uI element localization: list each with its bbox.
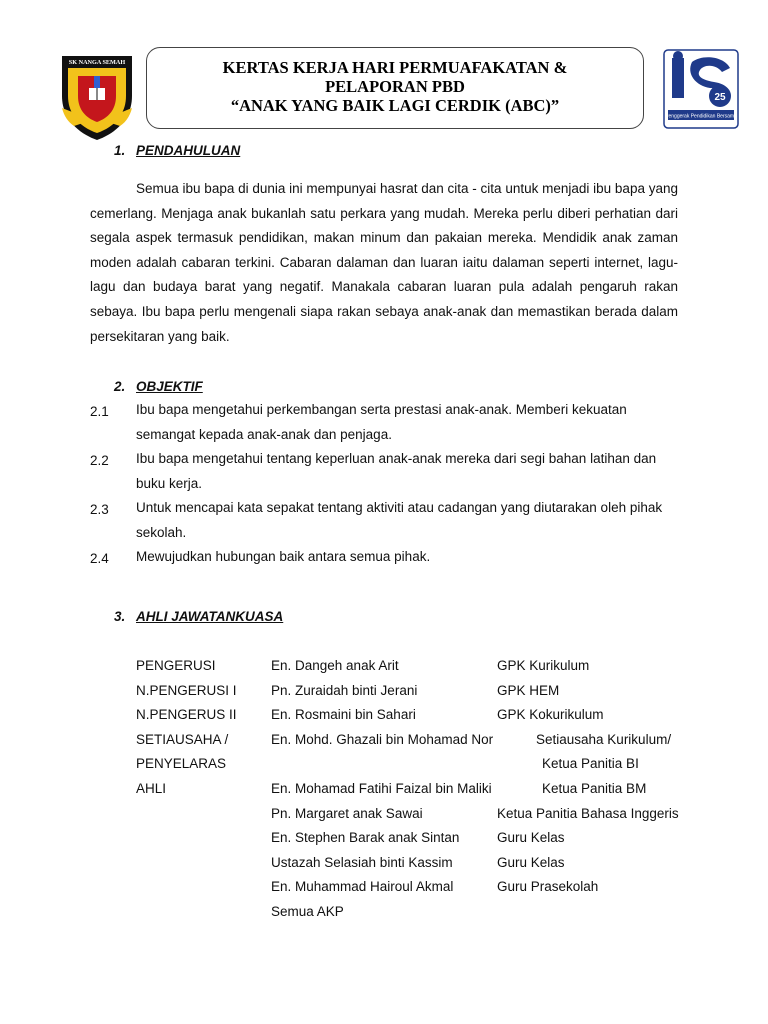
committee-post: Ketua Panitia Bahasa Inggeris [497,806,679,821]
committee-name: Ustazah Selasiah binti Kassim [271,855,453,870]
paragraph-text: Semua ibu bapa di dunia ini mempunyai hasrat dan cita - cita untuk menjadi ibu bapa yang cemerlang. Menjaga anak bukanlah satu perkara yang mudah. Mereka perlu diberi perhatian dari segala aspek termasuk pendidikan, makan minum dan pakaian mereka. Mendidik anak zaman moden adalah cabaran terkini. Cabaran dalaman dan luaran iaitu dalaman seperti internet, lagu-lagu dan budaya barat yang negatif. Manakala cabaran luaran pula adalah pengaruh rakan sebaya. Ibu bapa perlu mengenali siapa rakan sebaya anak-anak dan memastikan berada dalam persekitaran yang baik. [90,181,678,344]
objective-number: 2.1 [90,404,109,419]
committee-name: Pn. Margaret anak Sawai [271,806,423,821]
committee-name: En. Stephen Barak anak Sintan [271,830,460,845]
committee-post: GPK HEM [497,683,560,698]
svg-text:Penggerak Pendidikan Bersama: Penggerak Pendidikan Bersama [665,113,737,120]
committee-post: Setiausaha Kurikulum/ [536,732,672,747]
document-title-box [146,47,644,129]
section-1-heading: PENDAHULUAN [136,143,241,158]
section-3-heading: AHLI JAWATANKUASA [136,609,284,624]
section-2-heading: OBJEKTIF [136,379,203,394]
committee-post: Ketua Panitia BI [542,756,639,771]
committee-role: AHLI [136,781,167,796]
committee-post: Guru Kelas [497,855,565,870]
section-2-number: 2. [114,379,126,394]
title-line-3: “ANAK YANG BAIK LAGI CERDIK (ABC)” [230,96,560,115]
committee-role: N.PENGERUSI I [136,683,237,698]
section-1-paragraph [90,177,678,349]
committee-post: Guru Kelas [497,830,565,845]
objective-number: 2.2 [90,453,109,468]
committee-name: En. Mohd. Ghazali bin Mohamad Nor [271,732,494,747]
objective-text: Ibu bapa mengetahui perkembangan serta prestasi anak-anak. Memberi kekuatan semangat kepada anak-anak dan penjaga. [136,402,627,442]
objective-text: Untuk mencapai kata sepakat tentang aktiviti atau cadangan yang diutarakan oleh pihak sekolah. [136,500,663,540]
committee-name: En. Dangeh anak Arit [271,658,399,673]
section-1-number: 1. [114,143,126,158]
svg-text:SK NANGA SEMAH: SK NANGA SEMAH [68,59,126,66]
committee-role: N.PENGERUS II [136,707,237,722]
objective-number: 2.4 [90,551,109,566]
title-line-1: KERTAS KERJA HARI PERMUAFAKATAN & [222,58,568,77]
committee-post: GPK Kurikulum [497,658,590,673]
objective-number: 2.3 [90,502,109,517]
logo-badge-number: 25 [714,92,726,103]
organization-logo [662,48,740,130]
committee-role: PENGERUSI [136,658,216,673]
committee-post: Ketua Panitia BM [542,781,647,796]
committee-name: Semua AKP [271,904,344,919]
committee-name: En. Mohamad Fatihi Faizal bin Maliki [271,781,492,796]
committee-post: GPK Kokurikulum [497,707,604,722]
committee-post: Guru Prasekolah [497,879,599,894]
objective-text: Mewujudkan hubungan baik antara semua pihak. [136,549,431,564]
committee-name: En. Rosmaini bin Sahari [271,707,416,722]
objective-text: Ibu bapa mengetahui tentang keperluan anak-anak mereka dari segi bahan latihan dan buku kerja. [136,451,657,491]
committee-role: PENYELARAS [136,756,227,771]
section-3-number: 3. [114,609,126,624]
title-line-2: PELAPORAN PBD [325,77,465,96]
school-crest-logo [58,50,136,142]
committee-role: SETIAUSAHA / [136,732,229,747]
committee-name: En. Muhammad Hairoul Akmal [271,879,454,894]
committee-name: Pn. Zuraidah binti Jerani [271,683,418,698]
